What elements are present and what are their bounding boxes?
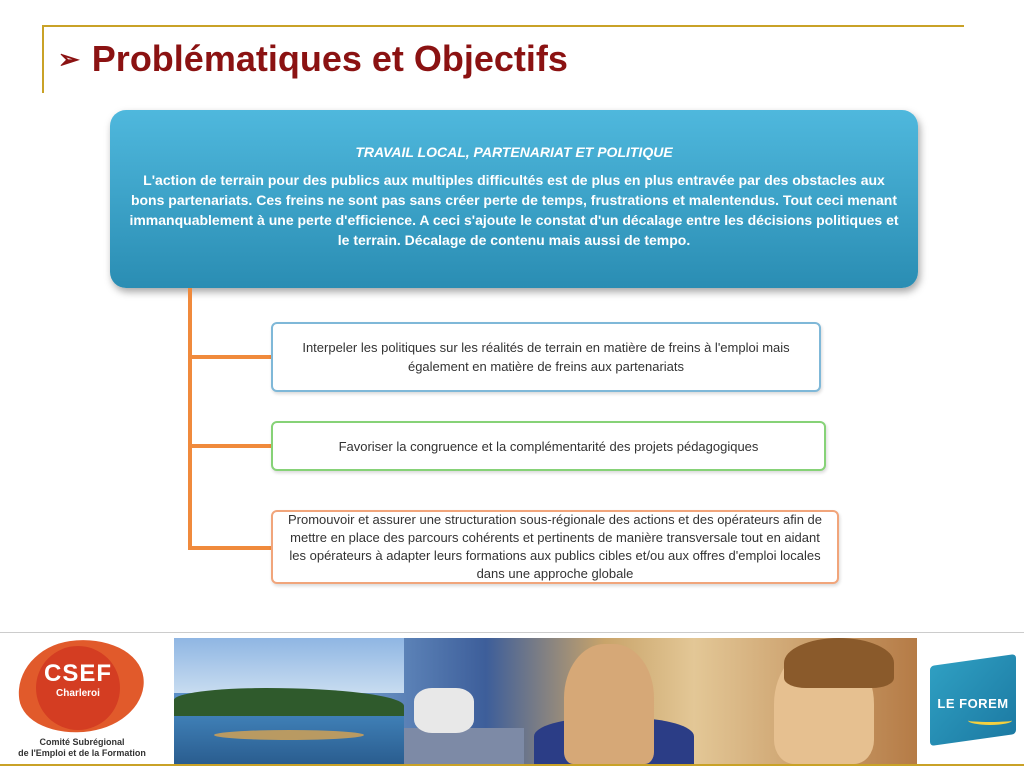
csef-logo-city: Charleroi bbox=[56, 688, 100, 699]
objective-text-3: Promouvoir et assurer une structuration sous-régionale des actions et des opérateurs afin de mettre en place des parcours cohérents et pertinents de manière transversale tout en aidant les opérateurs à adapter leurs formations aux publics cibles et/ou aux offres d'emploi locales dans une approche globale bbox=[287, 512, 822, 581]
csef-subtitle-line-2: de l'Emploi et de la Formation bbox=[18, 748, 146, 758]
photo-worker bbox=[564, 644, 654, 764]
title-rule-left bbox=[42, 25, 44, 93]
objective-box-1 bbox=[271, 322, 821, 392]
photo-collage-image bbox=[174, 638, 917, 764]
main-box-heading: TRAVAIL LOCAL, PARTENARIAT ET POLITIQUE bbox=[355, 144, 673, 160]
objective-text-1: Interpeler les politiques sur les réalités de terrain en matière de freins à l'emploi mais également en matière de freins aux partenariats bbox=[302, 340, 790, 374]
forem-logo-label: LE FOREM bbox=[937, 696, 1009, 711]
csef-logo-subtitle bbox=[12, 737, 152, 759]
arrow-bullet-icon: ➢ bbox=[58, 43, 80, 74]
connector-vertical bbox=[188, 288, 192, 550]
photo-glove bbox=[414, 688, 474, 733]
photo-sky bbox=[174, 638, 404, 693]
csef-logo bbox=[12, 640, 152, 764]
csef-subtitle-line-1: Comité Subrégional bbox=[39, 737, 125, 747]
footer-bottom-rule bbox=[0, 764, 1024, 766]
objective-box-2 bbox=[271, 421, 826, 471]
footer-divider bbox=[0, 632, 1024, 633]
main-box-body: L'action de terrain pour des publics aux multiples difficultés est de plus en plus entravée par des obstacles aux bons partenariats. Ces freins ne sont pas sans créer perte de temps, frustrations et malentendus. Tout ceci menant immanquablement à une perte d'efficience. A ceci s'ajoute le constat d'un décalage entre les décisions politiques et le terrain. Décalage de contenu mais aussi de tempo. bbox=[129, 172, 899, 248]
connector-branch-1 bbox=[188, 355, 271, 359]
connector-branch-2 bbox=[188, 444, 271, 448]
forem-logo-swoosh bbox=[968, 716, 1012, 725]
main-problem-box bbox=[110, 110, 918, 288]
csef-logo-circle bbox=[36, 646, 120, 730]
objective-text-2: Favoriser la congruence et la complémentarité des projets pédagogiques bbox=[338, 438, 759, 454]
photo-shore bbox=[214, 730, 364, 740]
photo-workbench bbox=[404, 728, 524, 764]
slide-title-text: Problématiques et Objectifs bbox=[91, 38, 568, 79]
connector-branch-3 bbox=[188, 546, 271, 550]
slide-title bbox=[58, 38, 568, 80]
title-rule-top bbox=[42, 25, 964, 27]
photo-student-hair bbox=[784, 638, 894, 688]
objective-box-3 bbox=[271, 510, 839, 584]
csef-logo-name: CSEF bbox=[43, 660, 112, 687]
photo-lake bbox=[174, 716, 404, 764]
